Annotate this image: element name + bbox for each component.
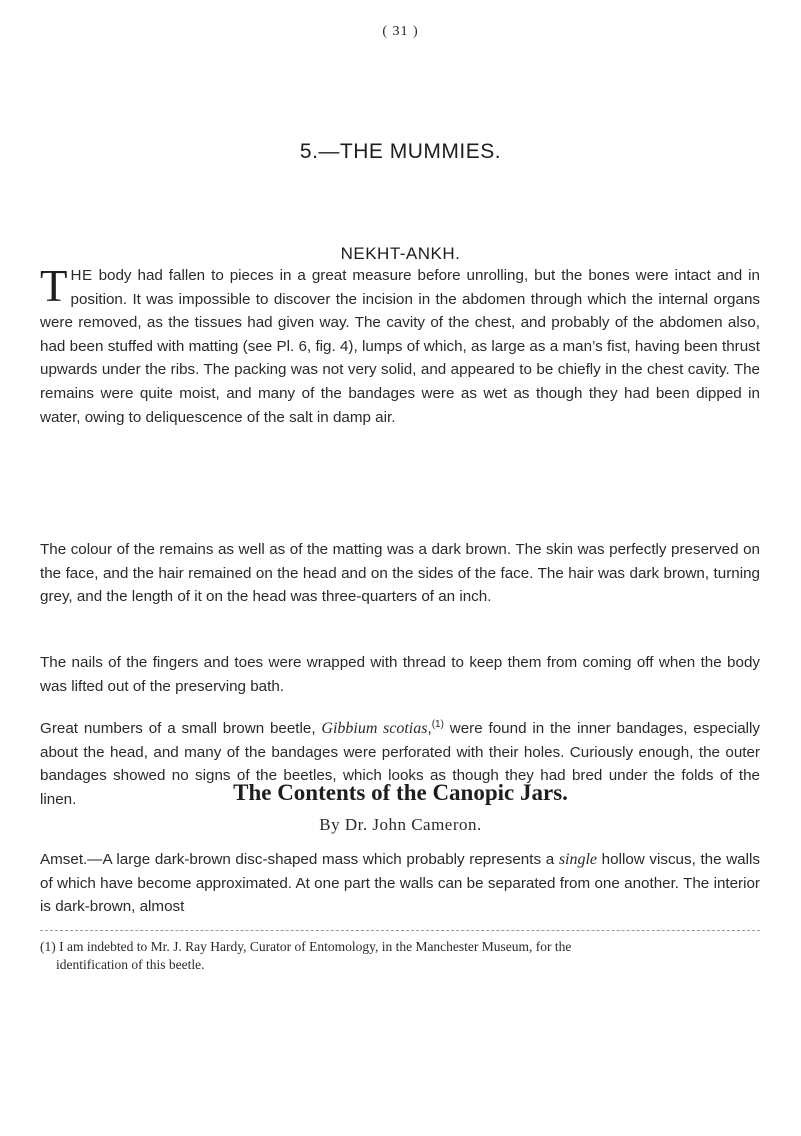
paragraph-text: body had fallen to pieces in a great measure before unrolling, but the bones were intact and in position. It was impossible to discover the incision in the abdomen through which the internal organs were removed, as the tissues had given way. The cavity of the chest, and probably of the abdomen also, had been stuffed with matting (see Pl. 6, fig. 4), lumps of which, as large as a man’s fist, having been thrust upwards under the ribs. The packing was not very solid, and appeared to be chiefly in the chest cavity. The remains were quite moist, and many of the bandages were as wet as though they had been dipped in water, owing to deliquescence of the salt in damp air. <box>40 267 760 426</box>
drop-cap: T <box>40 261 68 311</box>
lead-term: Amset. <box>40 851 88 868</box>
paragraph-colour-of-remains: The colour of the remains as well as of the matting was a dark brown. The skin was perfectly preserved on the face, and the hair remained on the head and on the sides of the face. The hair was dark brown, turning grey, and the length of it on the head was three-quarters of an inch. <box>40 541 760 606</box>
paragraph-text: hollow viscus, the walls of which have become approximated. At one part the walls can be separated from one another. The interior is dark-brown, almost <box>40 851 760 916</box>
paragraph-text: Great numbers of a small brown beetle, <box>40 720 322 737</box>
emphasis-word: single <box>558 851 598 868</box>
paragraph-text: were found in the inner bandages, especially about the head, and many of the bandages were perforated with their holes. Curiously enough, the outer bandages showed no signs of the beetles, which looks as though they had bred under the folds of the linen. <box>40 720 760 808</box>
footnote <box>40 938 760 974</box>
punctuation: — <box>87 851 103 868</box>
contents-heading: The Contents of the Canopic Jars. <box>233 780 568 805</box>
chapter-title: 5.—THE MUMMIES. <box>299 140 502 163</box>
section-title: NEKHT-ANKH. <box>340 244 461 263</box>
paragraph-text: A large dark-brown disc-shaped mass which probably represents a <box>102 851 559 868</box>
page-number: ( 31 ) <box>382 24 419 39</box>
paragraph-nails: The nails of the fingers and toes were wrapped with thread to keep them from coming off when the body was lifted out of the preserving bath. <box>40 654 760 695</box>
footnote-text: I am indebted to Mr. J. Ray Hardy, Curator of Entomology, in the Manchester Museum, for the <box>55 939 572 954</box>
paragraph-body-condition <box>40 261 760 429</box>
footnote-reference: (1) <box>431 718 444 730</box>
punctuation: , <box>427 720 432 737</box>
footnote-divider <box>40 930 760 931</box>
paragraph-opening-word: HE <box>70 267 93 284</box>
species-name: Gibbium scotias <box>321 720 428 737</box>
paragraph-amset <box>40 848 760 919</box>
footnote-line <box>40 938 760 956</box>
footnote-line-continued: identification of this beetle. <box>56 957 205 972</box>
footnote-marker: (1) <box>40 939 56 954</box>
author-byline: By Dr. John Cameron. <box>319 815 482 834</box>
